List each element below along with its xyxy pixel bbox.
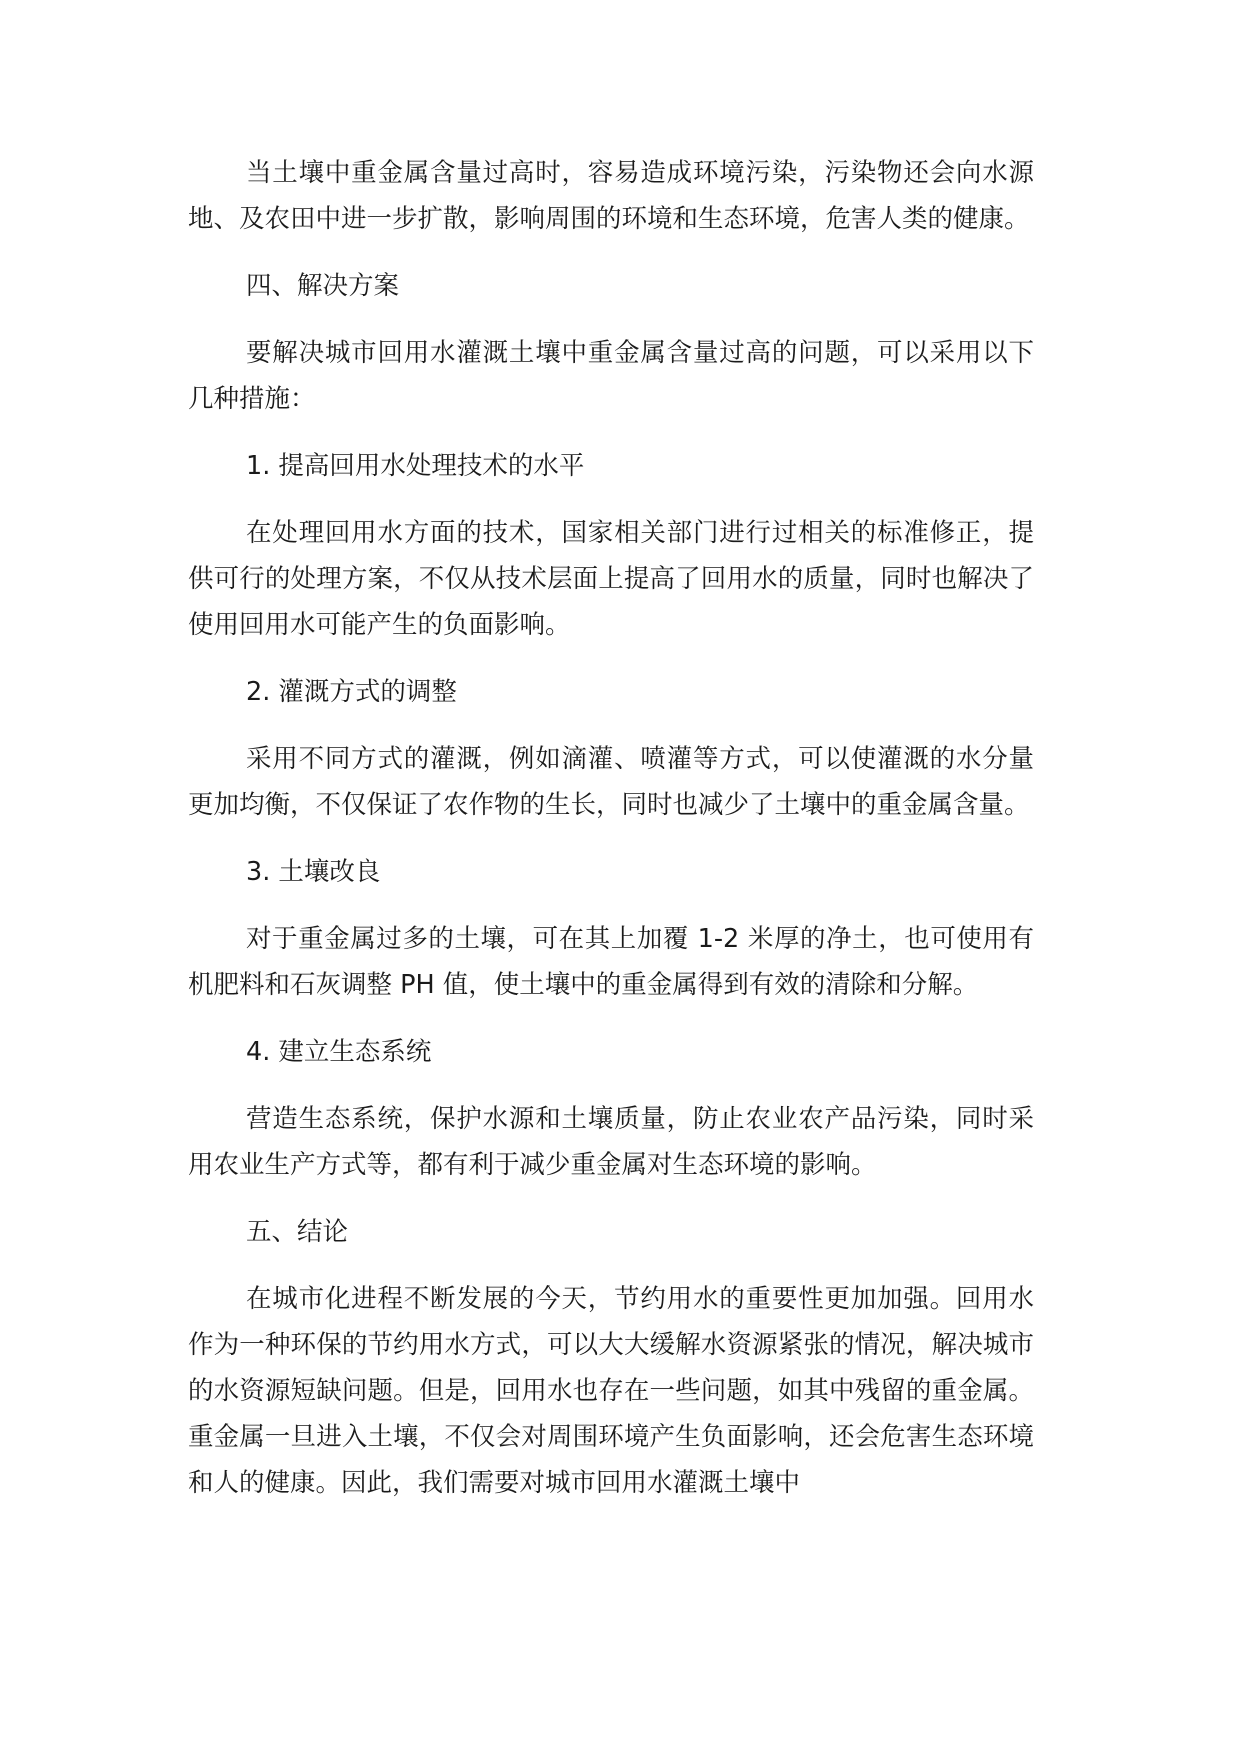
paragraph-conclusion: 在城市化进程不断发展的今天，节约用水的重要性更加加强。回用水作为一种环保的节约用水方式，可以大大缓解水资源紧张的情况，解决城市的水资源短缺问题。但是，回用水也存在一些问题，如其中残留的重金属。重金属一旦进入土壤，不仅会对周围环境产生负面影响，还会危害生态环境和人的健康。因此，我们需要对城市回用水灌溉土壤中 xyxy=(188,1284,1034,1498)
document-page xyxy=(188,150,1034,1527)
paragraph-irrigation-method: 采用不同方式的灌溉，例如滴灌、喷灌等方式，可以使灌溉的水分量更加均衡，不仅保证了农作物的生长，同时也减少了土壤中的重金属含量。 xyxy=(188,744,1034,820)
section-heading-conclusion: 五、结论 xyxy=(246,1217,349,1247)
paragraph-treatment-technology: 在处理回用水方面的技术，国家相关部门进行过相关的标准修正，提供可行的处理方案，不仅从技术层面上提高了回用水的质量，同时也解决了使用回用水可能产生的负面影响。 xyxy=(188,518,1034,640)
paragraph-ecosystem: 营造生态系统，保护水源和土壤质量，防止农业农产品污染，同时采用农业生产方式等，都有利于减少重金属对生态环境的影响。 xyxy=(188,1104,1034,1180)
paragraph-pollution-effects: 当土壤中重金属含量过高时，容易造成环境污染，污染物还会向水源地、及农田中进一步扩散，影响周围的环境和生态环境，危害人类的健康。 xyxy=(188,158,1034,234)
subheading-treatment-technology: 1. 提高回用水处理技术的水平 xyxy=(246,451,585,481)
subheading-ecosystem: 4. 建立生态系统 xyxy=(246,1037,432,1067)
paragraph-soil-improvement: 对于重金属过多的土壤，可在其上加覆 1-2 米厚的净土，也可使用有机肥料和石灰调整 PH 值，使土壤中的重金属得到有效的清除和分解。 xyxy=(188,924,1034,1000)
subheading-soil-improvement: 3. 土壤改良 xyxy=(246,857,381,887)
subheading-irrigation-method: 2. 灌溉方式的调整 xyxy=(246,677,457,707)
paragraph-solutions-intro: 要解决城市回用水灌溉土壤中重金属含量过高的问题，可以采用以下几种措施： xyxy=(188,338,1034,414)
section-heading-solutions: 四、解决方案 xyxy=(246,271,400,301)
